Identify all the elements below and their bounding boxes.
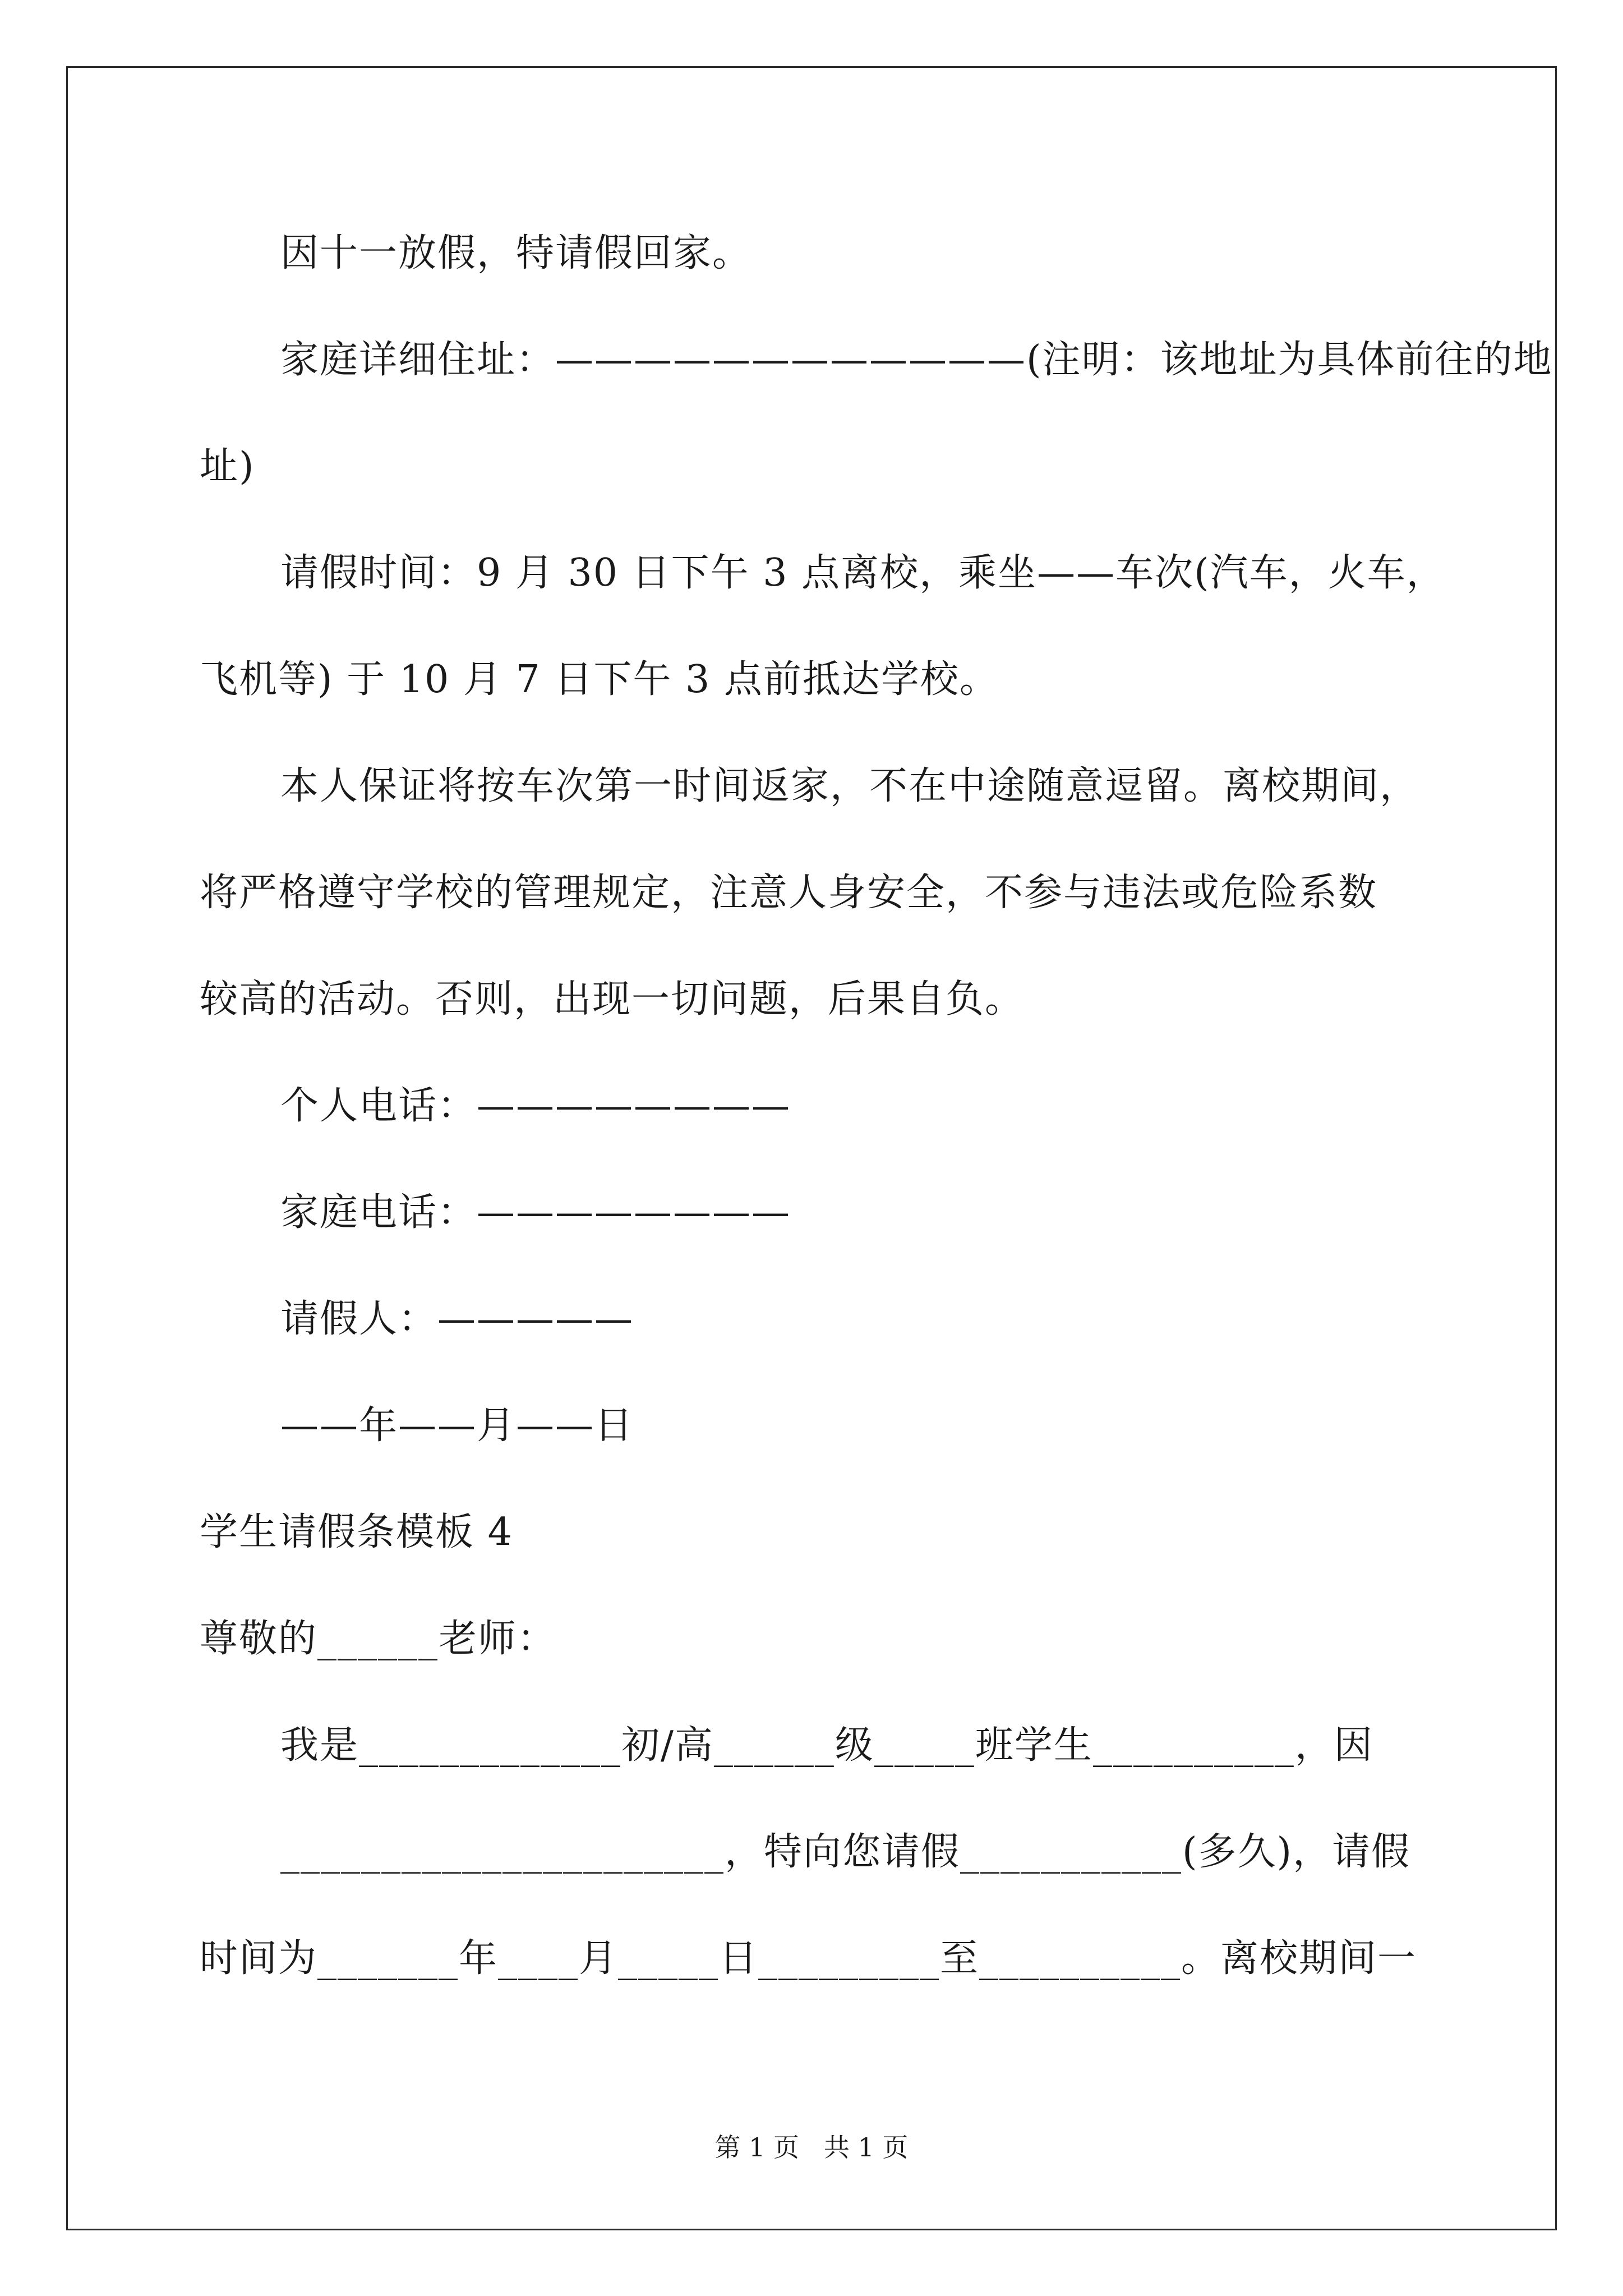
date-line: ——年——月——日 [280, 1404, 634, 1448]
template-line2: ______________________，特向您请假___________(多久)，请假 [280, 1830, 1411, 1874]
paragraph-address-line1: 家庭详细住址：————————————(注明：该地址为具体前往的地 [280, 338, 1553, 382]
paragraph-promise-line3: 较高的活动。否则，出现一切问题，后果自负。 [200, 977, 1025, 1022]
paragraph-address-line2: 址) [200, 444, 255, 489]
paragraph-promise-line2: 将严格遵守学校的管理规定，注意人身安全，不参与违法或危险系数 [200, 871, 1378, 915]
page-footer: 第 1 页 共 1 页 [714, 2132, 909, 2162]
personal-phone: 个人电话：———————— [280, 1084, 791, 1128]
salutation: 尊敬的______老师： [200, 1617, 557, 1661]
paragraph-reason: 因十一放假，特请假回家。 [280, 231, 752, 275]
home-phone: 家庭电话：———————— [280, 1190, 791, 1235]
paragraph-time-line1: 请假时间：9 月 30 日下午 3 点离校，乘坐——车次(汽车，火车， [280, 551, 1446, 595]
section-heading: 学生请假条模板 4 [200, 1510, 513, 1554]
paragraph-promise-line1: 本人保证将按车次第一时间返家，不在中途随意逗留。离校期间， [280, 764, 1419, 808]
paragraph-time-line2: 飞机等) 于 10 月 7 日下午 3 点前抵达学校。 [200, 657, 999, 702]
page-border [66, 66, 1557, 2230]
template-line3: 时间为_______年____月_____日_________至__________。离校期间一 [200, 1936, 1417, 1981]
applicant: 请假人：————— [280, 1297, 634, 1341]
template-line1: 我是_____________初/高______级_____班学生__________，因 [280, 1723, 1373, 1768]
